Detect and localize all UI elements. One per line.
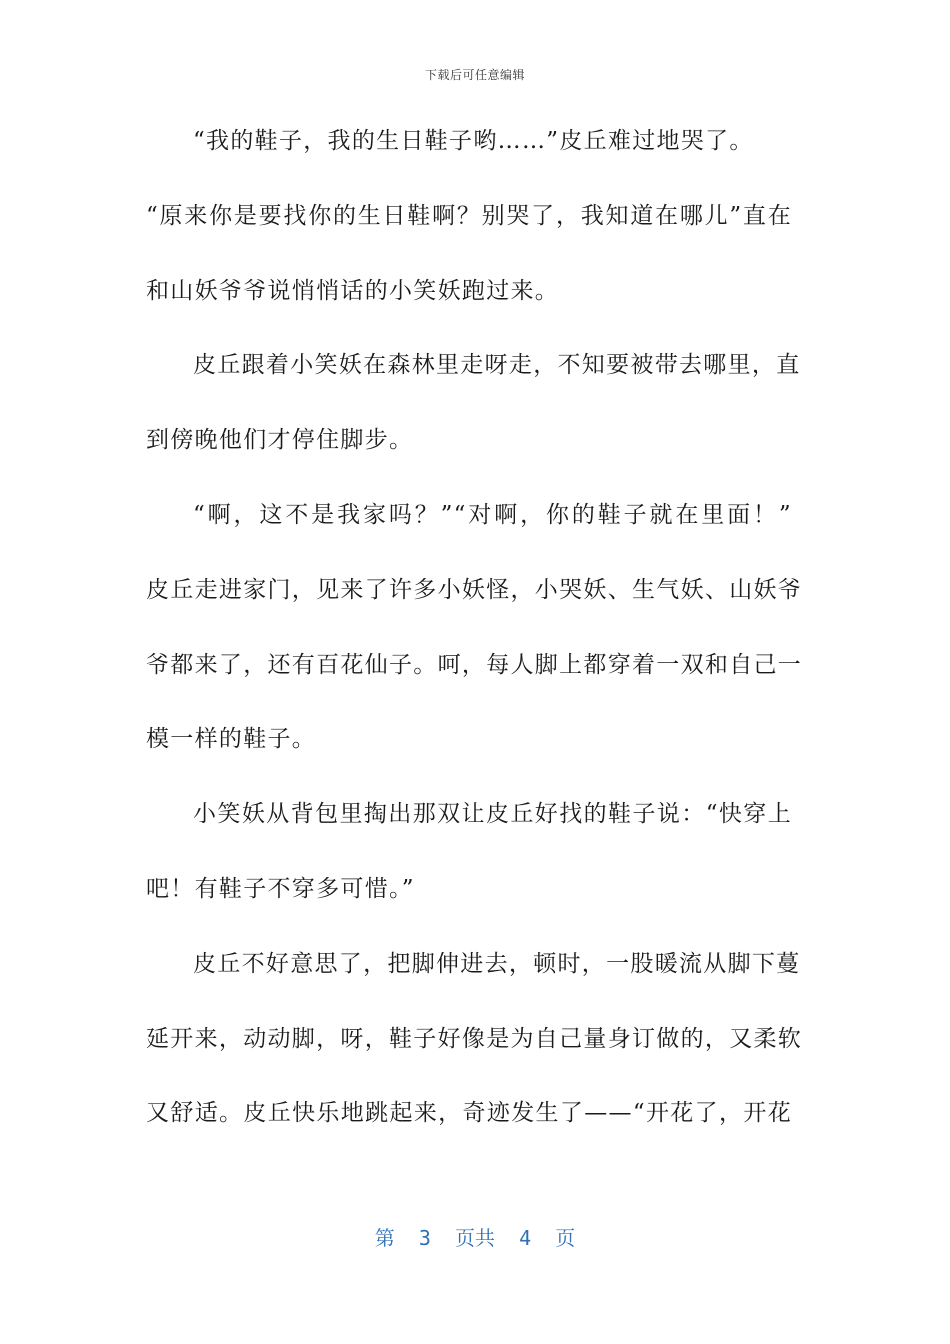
text-line: 皮丘跟着小笑妖在森林里走呀走，不知要被带去哪里，直 bbox=[193, 352, 801, 379]
page-header: 下载后可任意编辑 bbox=[424, 68, 525, 82]
text-line: 到傍晚他们才停住脚步。 bbox=[146, 427, 414, 454]
text-line: “啊，这不是我家吗？”“对啊，你的鞋子就在里面！” bbox=[193, 501, 792, 528]
text-line: 延开来，动动脚，呀，鞋子好像是为自己量身订做的，又柔软 bbox=[146, 1025, 803, 1052]
text-line: 皮丘不好意思了，把脚伸进去，顿时，一股暖流从脚下蔓 bbox=[193, 950, 801, 977]
text-line: 爷都来了，还有百花仙子。呵，每人脚上都穿着一双和自己一 bbox=[146, 651, 803, 678]
text-line: 和山妖爷爷说悄悄话的小笑妖跑过来。 bbox=[146, 277, 560, 304]
page-number-footer: 第 3 页共 4 页 bbox=[374, 1226, 576, 1250]
text-line: “原来你是要找你的生日鞋啊？别哭了，我知道在哪儿”直在 bbox=[146, 202, 792, 229]
text-line: 模一样的鞋子。 bbox=[146, 726, 317, 753]
text-line: 皮丘走进家门，见来了许多小妖怪，小哭妖、生气妖、山妖爷 bbox=[146, 576, 803, 603]
text-line: “我的鞋子，我的生日鞋子哟……”皮丘难过地哭了。 bbox=[193, 128, 754, 154]
document-body bbox=[146, 116, 803, 1163]
text-line: 又舒适。皮丘快乐地跳起来，奇迹发生了——“开花了，开花 bbox=[146, 1100, 792, 1127]
text-line: 小笑妖从背包里掏出那双让皮丘好找的鞋子说：“快穿上 bbox=[193, 801, 792, 828]
text-line: 吧！有鞋子不穿多可惜。” bbox=[146, 875, 415, 902]
